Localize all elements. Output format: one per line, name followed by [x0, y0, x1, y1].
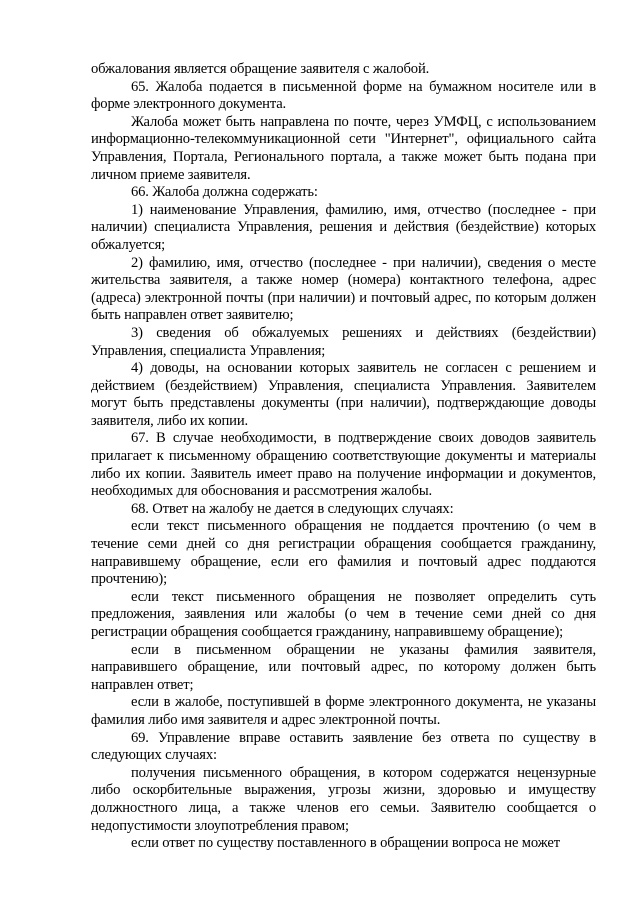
paragraph-65-submission-channels: Жалоба может быть направлена по почте, через УМФЦ, с использованием информационно-телекоммуникационной сети "Интернет", официального сайта Управления, Портала, Регионального портала, а также может быть подана при личном приеме заявителя.	[91, 113, 596, 183]
paragraph-69-case-2: если ответ по существу поставленного в обращении вопроса не может	[131, 835, 560, 852]
paragraph-68-case-4: если в жалобе, поступившей в форме электронного документа, не указаны фамилия либо имя заявителя и адрес электронной почты.	[91, 694, 596, 728]
paragraph-69: 69. Управление вправе оставить заявление без ответа по существу в следующих случаях:	[91, 729, 596, 764]
paragraph-68-case-2: если текст письменного обращения не позволяет определить суть предложения, заявления или жалобы (о чем в течение семи дней со дня регистрации обращения сообщается гражданину, направившему обращение);	[91, 588, 596, 640]
paragraph-65: 65. Жалоба подается в письменной форме на бумажном носителе или в форме электронного документа.	[91, 78, 596, 113]
paragraph-69-case-1: получения письменного обращения, в котором содержатся нецензурные либо оскорбительные выражения, угрозы жизни, здоровью и имуществу должностного лица, а также членов его семьи. Заявителю сообщается о недопустимости злоупотребления правом;	[91, 764, 596, 834]
paragraph-66-item-2: 2) фамилию, имя, отчество (последнее - при наличии), сведения о месте жительства заявителя, а также номер (номера) контактного телефона, адрес (адреса) электронной почты (при наличии) и почтовый адрес, по которым должен быть направлен ответ заявителю;	[91, 254, 596, 324]
document-body	[91, 61, 596, 853]
paragraph-continuation: обжалования является обращение заявителя с жалобой.	[91, 61, 430, 77]
paragraph-68: 68. Ответ на жалобу не дается в следующих случаях:	[131, 500, 454, 517]
paragraph-66-item-3: 3) сведения об обжалуемых решениях и действиях (бездействии) Управления, специалиста Управления;	[91, 324, 596, 359]
paragraph-66-item-4: 4) доводы, на основании которых заявитель не согласен с решением и действием (бездействием) Управления, специалиста Управления. Заявителем могут быть представлены документы (при наличии), подтверждающие доводы заявителя, либо их копии.	[91, 360, 596, 429]
paragraph-66: 66. Жалоба должна содержать:	[131, 184, 318, 201]
paragraph-68-case-1: если текст письменного обращения не поддается прочтению (о чем в течение семи дней со дня регистрации обращения сообщается гражданину, направившему обращение, если его фамилия и почтовый адрес поддаются прочтению);	[91, 518, 596, 588]
paragraph-67: 67. В случае необходимости, в подтверждение своих доводов заявитель прилагает к письменному обращению соответствующие документы и материалы либо их копии. Заявитель имеет право на получение информации и документов, необходимых для обоснования и рассмотрения жалобы.	[91, 430, 596, 500]
paragraph-66-item-1: 1) наименование Управления, фамилию, имя, отчество (последнее - при наличии) специалиста Управления, решения и действия (бездействие) которых обжалуется;	[91, 201, 596, 253]
paragraph-68-case-3: если в письменном обращении не указаны фамилия заявителя, направившего обращение, или почтовый адрес, по которому должен быть направлен ответ;	[91, 641, 596, 693]
